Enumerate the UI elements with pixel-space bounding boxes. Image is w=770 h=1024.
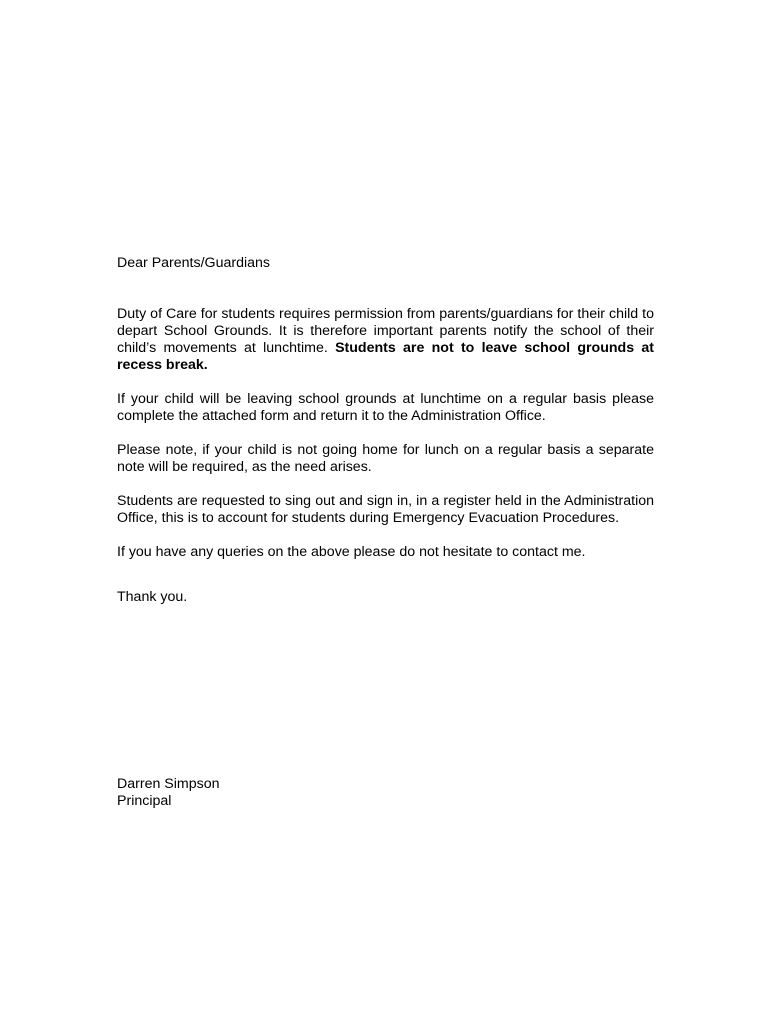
salutation: Dear Parents/Guardians (117, 255, 270, 271)
letter-body (117, 255, 654, 606)
recess-warning: Students are not to leave school grounds at recess break. (117, 340, 654, 373)
closing: Thank you. (117, 589, 188, 605)
paragraph-duty-of-care-text: Duty of Care for students requires permission from parents/guardians for their child to depart School Grounds. It is therefore important parents notify the school of their child’s movements at lunchtime. (117, 306, 654, 356)
signatory-title: Principal (117, 793, 172, 809)
paragraph-duty-of-care (117, 306, 654, 374)
signature-block (117, 776, 220, 810)
paragraph-queries: If you have any queries on the above please do not hesitate to contact me. (117, 544, 586, 560)
paragraph-separate-note: Please note, if your child is not going home for lunch on a regular basis a separate note will be required, as the need arises. (117, 442, 654, 475)
paragraph-register: Students are requested to sing out and sign in, in a register held in the Administration Office, this is to account for students during Emergency Evacuation Procedures. (117, 493, 654, 526)
paragraph-lunchtime-form: If your child will be leaving school grounds at lunchtime on a regular basis please complete the attached form and return it to the Administration Office. (117, 391, 654, 424)
signatory-name: Darren Simpson (117, 776, 220, 792)
